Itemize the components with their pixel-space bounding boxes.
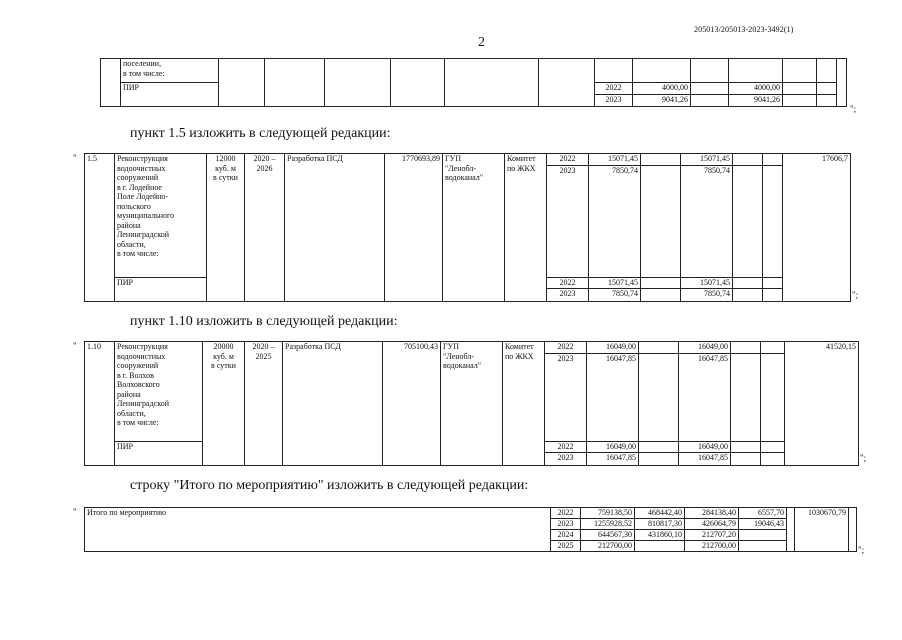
t2-after: 17606,7 bbox=[783, 154, 851, 302]
t3-customer: Комитет по ЖКХ bbox=[503, 342, 545, 466]
t4-year: 2025 bbox=[551, 541, 581, 552]
close-quote: "; bbox=[858, 545, 865, 555]
t3-period: 2020 – 2025 bbox=[245, 342, 283, 466]
t2-year: 2023 bbox=[547, 166, 589, 278]
t4-mun: 19046,43 bbox=[739, 519, 787, 530]
t4-total: 644567,30 bbox=[581, 530, 635, 541]
t3-year: 2022 bbox=[545, 342, 587, 354]
t4-reg: 212700,00 bbox=[685, 541, 739, 552]
t2-pir-value: 15071,45 7850,74 bbox=[681, 278, 733, 302]
t1-year: 2022 bbox=[595, 83, 633, 95]
t4-year: 2024 bbox=[551, 530, 581, 541]
t3-capacity: 20000 куб. м в сутки bbox=[203, 342, 245, 466]
heading-point-1-10: пункт 1.10 изложить в следующей редакции: bbox=[130, 314, 398, 329]
t3-year: 2023 bbox=[545, 354, 587, 442]
t2-name: Реконструкция водоочистных сооружений в г. Лодейное Поле Лодейно- польского муниципального района Ленинградской области, в том числе: bbox=[115, 154, 207, 278]
t3-value: 16049,00 bbox=[679, 342, 731, 354]
t2-year: 2022 bbox=[547, 154, 589, 166]
t3-total: 16047,85 bbox=[587, 354, 639, 442]
t4-reg: 426064,79 bbox=[685, 519, 739, 530]
document-number: 205013/205013-2023-3492(1) bbox=[694, 25, 794, 34]
table-continuation bbox=[100, 58, 847, 107]
t2-pir-total: 15071,45 7850,74 bbox=[589, 278, 641, 302]
t2-total: 7850,74 bbox=[589, 166, 641, 278]
t3-total: 16049,00 bbox=[587, 342, 639, 354]
t1-pir: ПИР bbox=[121, 83, 219, 107]
t2-customer: Комитет по ЖКХ bbox=[505, 154, 547, 302]
t4-mun bbox=[739, 530, 787, 541]
t2-pir: ПИР bbox=[115, 278, 207, 302]
t3-pir-total: 16049,00 16047,85 bbox=[587, 442, 639, 466]
t2-period: 2020 – 2026 bbox=[245, 154, 285, 302]
t2-capacity: 12000 куб. м в сутки bbox=[207, 154, 245, 302]
t3-stage: Разработка ПСД bbox=[283, 342, 383, 466]
t4-label: Итого по мероприятию bbox=[85, 508, 551, 552]
table-total bbox=[84, 507, 857, 552]
table-point-1-5 bbox=[84, 153, 851, 302]
close-quote: "; bbox=[860, 453, 867, 463]
t4-reg: 212707,20 bbox=[685, 530, 739, 541]
open-quote: " bbox=[73, 507, 77, 517]
t2-executor: ГУП "Ленобл- водоканал" bbox=[443, 154, 505, 302]
t1-value: 9041,26 bbox=[729, 95, 783, 107]
t4-mun: 6557,70 bbox=[739, 508, 787, 519]
t2-stage: Разработка ПСД bbox=[285, 154, 385, 302]
heading-total-row: строку "Итого по мероприятию" изложить в следующей редакции: bbox=[130, 478, 529, 493]
heading-point-1-5: пункт 1.5 изложить в следующей редакции: bbox=[130, 126, 391, 141]
t3-number: 1.10 bbox=[85, 342, 115, 466]
t4-mun bbox=[739, 541, 787, 552]
t4-total: 1255928,52 bbox=[581, 519, 635, 530]
t4-fed bbox=[635, 541, 685, 552]
t2-value: 7850,74 bbox=[681, 166, 733, 278]
t4-fed: 810817,30 bbox=[635, 519, 685, 530]
t4-fed: 468442,40 bbox=[635, 508, 685, 519]
t2-total: 15071,45 bbox=[589, 154, 641, 166]
t4-total: 759138,50 bbox=[581, 508, 635, 519]
page-number: 2 bbox=[478, 35, 485, 50]
t4-reg: 284138,40 bbox=[685, 508, 739, 519]
open-quote: " bbox=[73, 153, 77, 163]
t3-pir-value: 16049,00 16047,85 bbox=[679, 442, 731, 466]
close-quote: "; bbox=[850, 104, 857, 114]
open-quote: " bbox=[73, 341, 77, 351]
t4-fed: 431860,10 bbox=[635, 530, 685, 541]
t4-year: 2022 bbox=[551, 508, 581, 519]
t2-cost: 1770693,89 bbox=[385, 154, 443, 302]
t1-total: 9041,26 bbox=[633, 95, 691, 107]
t2-pir-year: 2022 2023 bbox=[547, 278, 589, 302]
close-quote: "; bbox=[852, 290, 859, 300]
t1-name: поселении, в том числе: bbox=[121, 59, 219, 83]
t4-after: 1030670,79 bbox=[795, 508, 849, 552]
t3-executor: ГУП "Ленобл- водоканал" bbox=[441, 342, 503, 466]
t3-pir: ПИР bbox=[115, 442, 203, 466]
t3-cost: 705100,43 bbox=[383, 342, 441, 466]
t2-number: 1.5 bbox=[85, 154, 115, 302]
t3-after: 41520,15 bbox=[785, 342, 859, 466]
t1-value: 4000,00 bbox=[729, 83, 783, 95]
t2-value: 15071,45 bbox=[681, 154, 733, 166]
t3-pir-year: 2022 2023 bbox=[545, 442, 587, 466]
t3-name: Реконструкция водоочистных сооружений в г. Волхов Волховского района Ленинградской области, в том числе: bbox=[115, 342, 203, 442]
t4-total: 212700,00 bbox=[581, 541, 635, 552]
t1-year: 2023 bbox=[595, 95, 633, 107]
table-point-1-10 bbox=[84, 341, 859, 466]
t1-total: 4000,00 bbox=[633, 83, 691, 95]
t4-year: 2023 bbox=[551, 519, 581, 530]
t3-value: 16047,85 bbox=[679, 354, 731, 442]
